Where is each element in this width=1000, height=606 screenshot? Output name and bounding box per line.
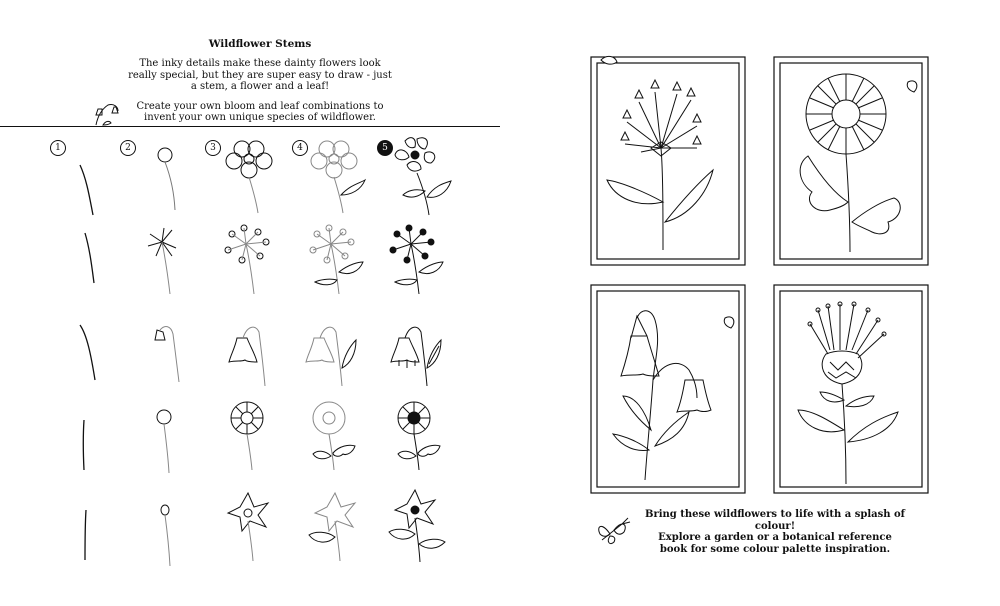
step-number-2: 2 [120, 140, 136, 156]
frame-umbel-wildflower [585, 52, 755, 270]
row-1-step-2-bud [150, 145, 190, 215]
step-number-4: 4 [292, 140, 308, 156]
row-2-step-1-stem [80, 228, 105, 288]
row-3-step-3-bell [225, 318, 270, 388]
row-4-step-2-bud [150, 405, 180, 475]
step-number-1: 1 [50, 140, 66, 156]
row-1-step-4-flower [305, 135, 370, 215]
butterfly-icon [592, 512, 637, 552]
row-5-step-4-star-flower [305, 485, 365, 565]
row-5-step-3-star-flower [222, 485, 277, 565]
row-1-step-3-flower [220, 135, 280, 215]
intro-paragraph-1: The inky details make these dainty flowers look really special, but they are super easy to draw - just a stem, a flower and a leaf! [128, 58, 392, 92]
bell-flower-decoration-icon [88, 95, 133, 130]
row-4-step-5-daisy [390, 398, 450, 473]
row-3-step-1-stem [75, 320, 105, 385]
row-1-step-5-flower [385, 133, 455, 218]
row-3-step-5-bell [385, 318, 445, 388]
row-4-step-3-daisy [225, 398, 275, 473]
page-title: Wildflower Stems [208, 38, 312, 50]
intro-paragraph-2: Create your own bloom and leaf combinations to invent your own unique species of wildflower. [136, 100, 384, 123]
row-1-step-1-stem [75, 160, 105, 220]
row-2-step-5-umbel [385, 222, 450, 297]
row-4-step-4-daisy [305, 398, 365, 473]
row-4-step-1-stem [78, 415, 98, 475]
coloring-caption [645, 509, 905, 555]
row-5-step-5-star-flower [385, 482, 450, 567]
row-3-step-2-bud [145, 320, 190, 385]
intro-text [125, 58, 395, 132]
step-number-5: 5 [377, 140, 393, 156]
row-5-step-1-stem [80, 505, 100, 565]
row-3-step-4-bell [300, 318, 360, 388]
row-2-step-2-rays [142, 222, 192, 297]
row-5-step-2-bud [155, 500, 185, 570]
row-2-step-4-umbel [305, 222, 370, 297]
caption-paragraph-2: Explore a garden or a botanical reference book for some colour palette inspiration. [658, 532, 892, 555]
ground-line [0, 126, 500, 127]
row-2-step-3-umbel [220, 222, 280, 297]
frame-bluebell [585, 280, 755, 498]
step-number-3: 3 [205, 140, 221, 156]
frame-thistle [768, 280, 938, 498]
caption-paragraph-1: Bring these wildflowers to life with a splash of colour! [645, 509, 905, 532]
frame-daisy [768, 52, 938, 270]
